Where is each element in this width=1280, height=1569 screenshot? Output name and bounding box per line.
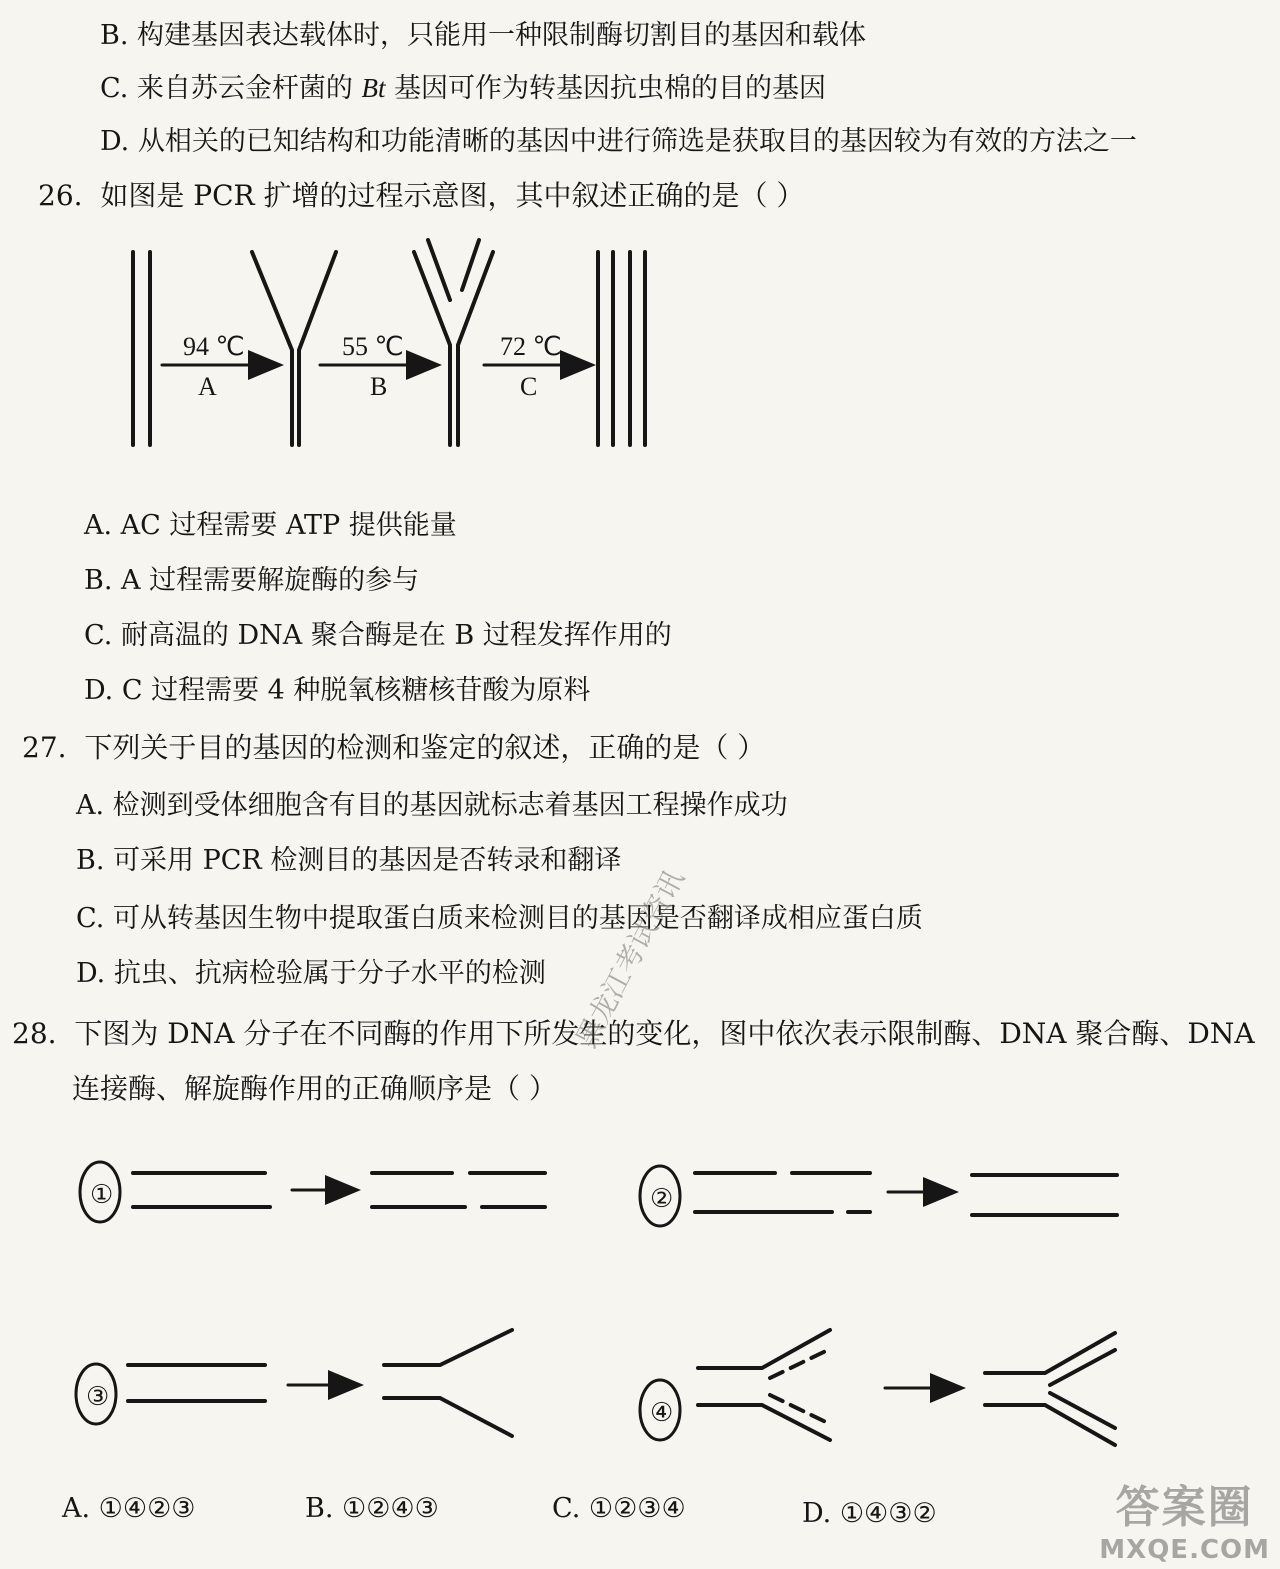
q27-option-b: B. 可采用 PCR 检测目的基因是否转录和翻译 (76, 845, 622, 876)
pcr-temp-c: 72 ℃ (500, 332, 562, 361)
q25-option-c-post: 基因可作为转基因抗虫棉的目的基因 (385, 73, 827, 104)
q28-stem-line1: 下图为 DNA 分子在不同酶的作用下所发生的变化，图中依次表示限制酶、DNA 聚合酶、DNA (74, 1017, 1255, 1050)
q28-label-2: ② (650, 1184, 674, 1214)
q26-option-c: C. 耐高温的 DNA 聚合酶是在 B 过程发挥作用的 (84, 620, 672, 651)
q27-option-c: C. 可从转基因生物中提取蛋白质来检测目的基因是否翻译成相应蛋白质 (76, 903, 923, 934)
pcr-temp-b: 55 ℃ (342, 332, 404, 361)
q27-option-d: D. 抗虫、抗病检验属于分子水平的检测 (76, 958, 546, 989)
q28-label-3: ③ (86, 1382, 110, 1412)
q27-stem: 下列关于目的基因的检测和鉴定的叙述，正确的是（ ） (84, 731, 766, 764)
q27-question (22, 731, 766, 764)
q28-diagram-3 (76, 1330, 512, 1436)
pcr-temp-a: 94 ℃ (183, 332, 245, 361)
q28-question-line1 (12, 1017, 1255, 1050)
q28-stem-line2: 连接酶、解旋酶作用的正确顺序是（ ） (72, 1072, 557, 1105)
q25-option-c-pre: C. 来自苏云金杆菌的 (100, 73, 362, 104)
q28-label-4: ④ (650, 1398, 674, 1428)
q28-diagram-4 (640, 1330, 1115, 1445)
q28-diagram-2 (640, 1166, 1117, 1226)
q28-number: 28. (12, 1017, 57, 1050)
q28-option-c: C. ①②③④ (552, 1493, 686, 1524)
q28-option-d: D. ①④③② (802, 1498, 937, 1529)
q25-option-b: B. 构建基因表达载体时，只能用一种限制酶切割目的基因和载体 (100, 20, 867, 51)
q28-label-1: ① (90, 1180, 114, 1210)
site-logo (1099, 1471, 1270, 1565)
q26-option-a: A. AC 过程需要 ATP 提供能量 (84, 510, 457, 541)
pcr-denatured-y (252, 252, 336, 445)
site-logo-top: 答案圈 (1115, 1482, 1254, 1533)
pcr-label-b: B (370, 372, 388, 401)
q27-number: 27. (22, 731, 67, 764)
q26-option-b: B. A 过程需要解旋酶的参与 (84, 565, 420, 596)
q28-diagram-1 (80, 1162, 545, 1222)
q26-number: 26. (38, 179, 83, 212)
q28-option-a: A. ①④②③ (62, 1493, 196, 1524)
q25-option-d: D. 从相关的已知结构和功能清晰的基因中进行筛选是获取目的基因较为有效的方法之一 (100, 126, 1137, 157)
q28-option-b: B. ①②④③ (305, 1493, 439, 1524)
pcr-double-strands-final (598, 252, 645, 445)
pcr-double-strand-initial (133, 252, 150, 445)
pcr-label-a: A (198, 372, 217, 401)
pcr-annealed-y (414, 240, 493, 445)
site-logo-bottom: MXQE.COM (1099, 1535, 1270, 1565)
q26-stem: 如图是 PCR 扩增的过程示意图，其中叙述正确的是（ ） (100, 179, 805, 212)
q27-option-a: A. 检测到受体细胞含有目的基因就标志着基因工程操作成功 (76, 790, 788, 821)
watermark-text: 黑龙江考试资讯 (569, 864, 691, 1053)
q25-option-c-italic: Bt (361, 73, 386, 103)
q26-option-d: D. C 过程需要 4 种脱氧核糖核苷酸为原料 (84, 675, 591, 706)
pcr-label-c: C (520, 372, 538, 401)
